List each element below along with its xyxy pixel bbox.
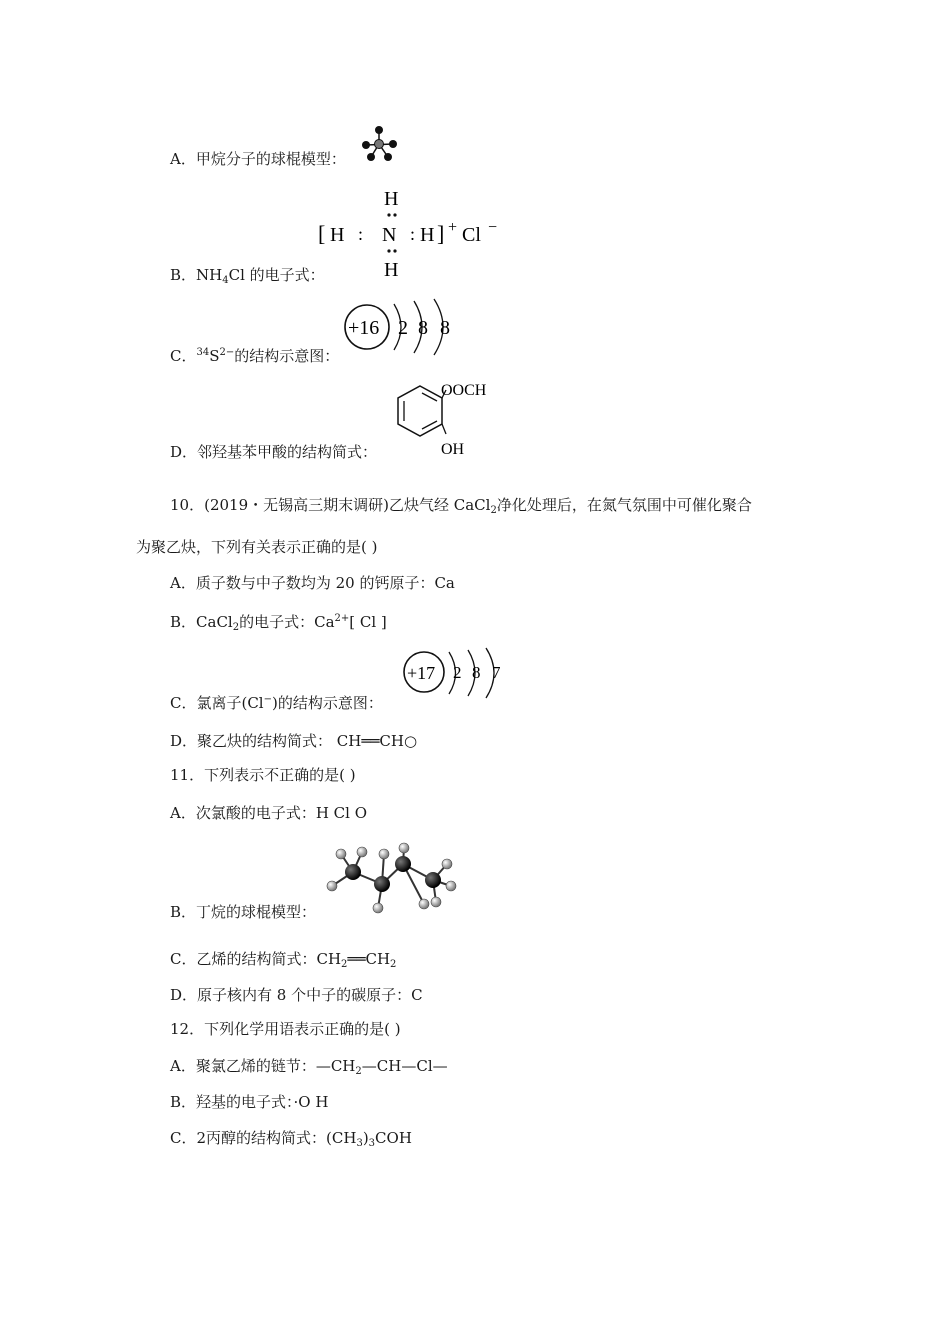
q10-stem-line2	[136, 537, 377, 557]
q12-option-b	[170, 1092, 328, 1112]
q12-option-a: A．聚氯乙烯的链节：$—CH_2—CH—Cl—$	[170, 1057, 448, 1077]
q10-option-a-text: A．质子数与中子数均为 20 的钙原子：Ca	[170, 574, 455, 592]
q10-option-d	[170, 731, 417, 751]
q9-option-c: C．$^{34}S^{2-}$的结构示意图：	[170, 347, 340, 365]
cl-shell-1: 2	[453, 663, 462, 682]
q12-stem-text: 12．下列化学用语表示正确的是( )	[170, 1020, 401, 1038]
q11-option-c: C．乙烯的结构简式：$CH_2══CH_2$	[170, 950, 397, 970]
q9-option-a-text: A．甲烷分子的球棍模型：	[170, 150, 346, 168]
q11-option-a-text: A．次氯酸的电子式：H Cl O	[170, 804, 368, 822]
cl-shell-3: 7	[492, 663, 501, 682]
q9-option-d-text: D．邻羟基苯甲酸的结构简式：	[170, 443, 378, 461]
s2-structure-diagram	[342, 296, 462, 358]
nh4cl-left-h: H	[330, 224, 345, 246]
q12-option-c: C．2丙醇的结构简式：$(CH_3)_3COH$	[170, 1129, 412, 1149]
nh4cl-right-h: H	[420, 224, 435, 246]
nh4cl-right-bracket: ]	[437, 221, 445, 246]
nh4cl-n: N	[382, 224, 397, 246]
q12-option-b-text: B．羟基的电子式：·O H	[170, 1093, 329, 1111]
q11-stem-text: 11．下列表示不正确的是( )	[170, 766, 356, 784]
methane-ball-stick-model	[360, 124, 400, 164]
s2-shell-2: 8	[418, 317, 428, 339]
s2-shell-1: 2	[398, 317, 408, 339]
q10-stem-line1: 10．(2019・无锡高三期末调研)乙炔气经 CaCl$_2$净化处理后，在氮气氛围中可催化聚合	[170, 496, 752, 516]
q11-option-b	[170, 902, 316, 922]
q11-option-d	[170, 985, 423, 1005]
butane-ball-stick-model	[326, 842, 462, 918]
nh4cl-left-colon: :	[358, 224, 364, 244]
nh4cl-bottom-h: H	[384, 259, 399, 281]
salicylic-top-group: OOCH	[441, 382, 487, 399]
q11-option-a	[170, 803, 367, 823]
q9-option-a	[170, 149, 346, 169]
nh4cl-top-h: H	[384, 188, 399, 210]
nh4cl-electron-formula	[312, 186, 512, 282]
q9-option-b: B．$NH_4Cl$ 的电子式：	[170, 266, 325, 286]
nh4cl-cl: Cl	[462, 224, 481, 246]
cl-shell-2: 8	[472, 663, 481, 682]
salicylic-bottom-group: OH	[441, 441, 465, 458]
q10-option-d-text: D．聚乙炔的结构简式： CH══CH○	[170, 732, 418, 750]
s2-shell-3: 8	[440, 317, 450, 339]
q10-option-a	[170, 573, 455, 593]
q10-stem2-text: 为聚乙炔，下列有关表示正确的是( )	[136, 538, 378, 556]
s2-nucleus-charge: +16	[348, 317, 380, 339]
nh4cl-right-colon: :	[410, 224, 416, 244]
nh4cl-plus: +	[448, 219, 458, 236]
nh4cl-minus: −	[488, 219, 498, 236]
q10-option-b: B．CaCl$_2$的电子式：$Ca^{2+}$[ Cl ]	[170, 613, 387, 633]
q9-option-d	[170, 442, 377, 462]
cl-ion-structure-diagram	[402, 646, 512, 702]
q12-stem	[170, 1019, 401, 1039]
nh4cl-left-bracket: [	[318, 221, 326, 246]
q11-option-b-text: B．丁烷的球棍模型：	[170, 903, 317, 921]
q10-option-c: C．氯离子(Cl−)的结构示意图：	[170, 694, 383, 712]
salicylic-structure	[390, 376, 500, 458]
q11-stem	[170, 765, 356, 785]
cl-nucleus-charge: +17	[407, 663, 436, 683]
q11-option-d-text: D．原子核内有 8 个中子的碳原子：C	[170, 986, 423, 1004]
